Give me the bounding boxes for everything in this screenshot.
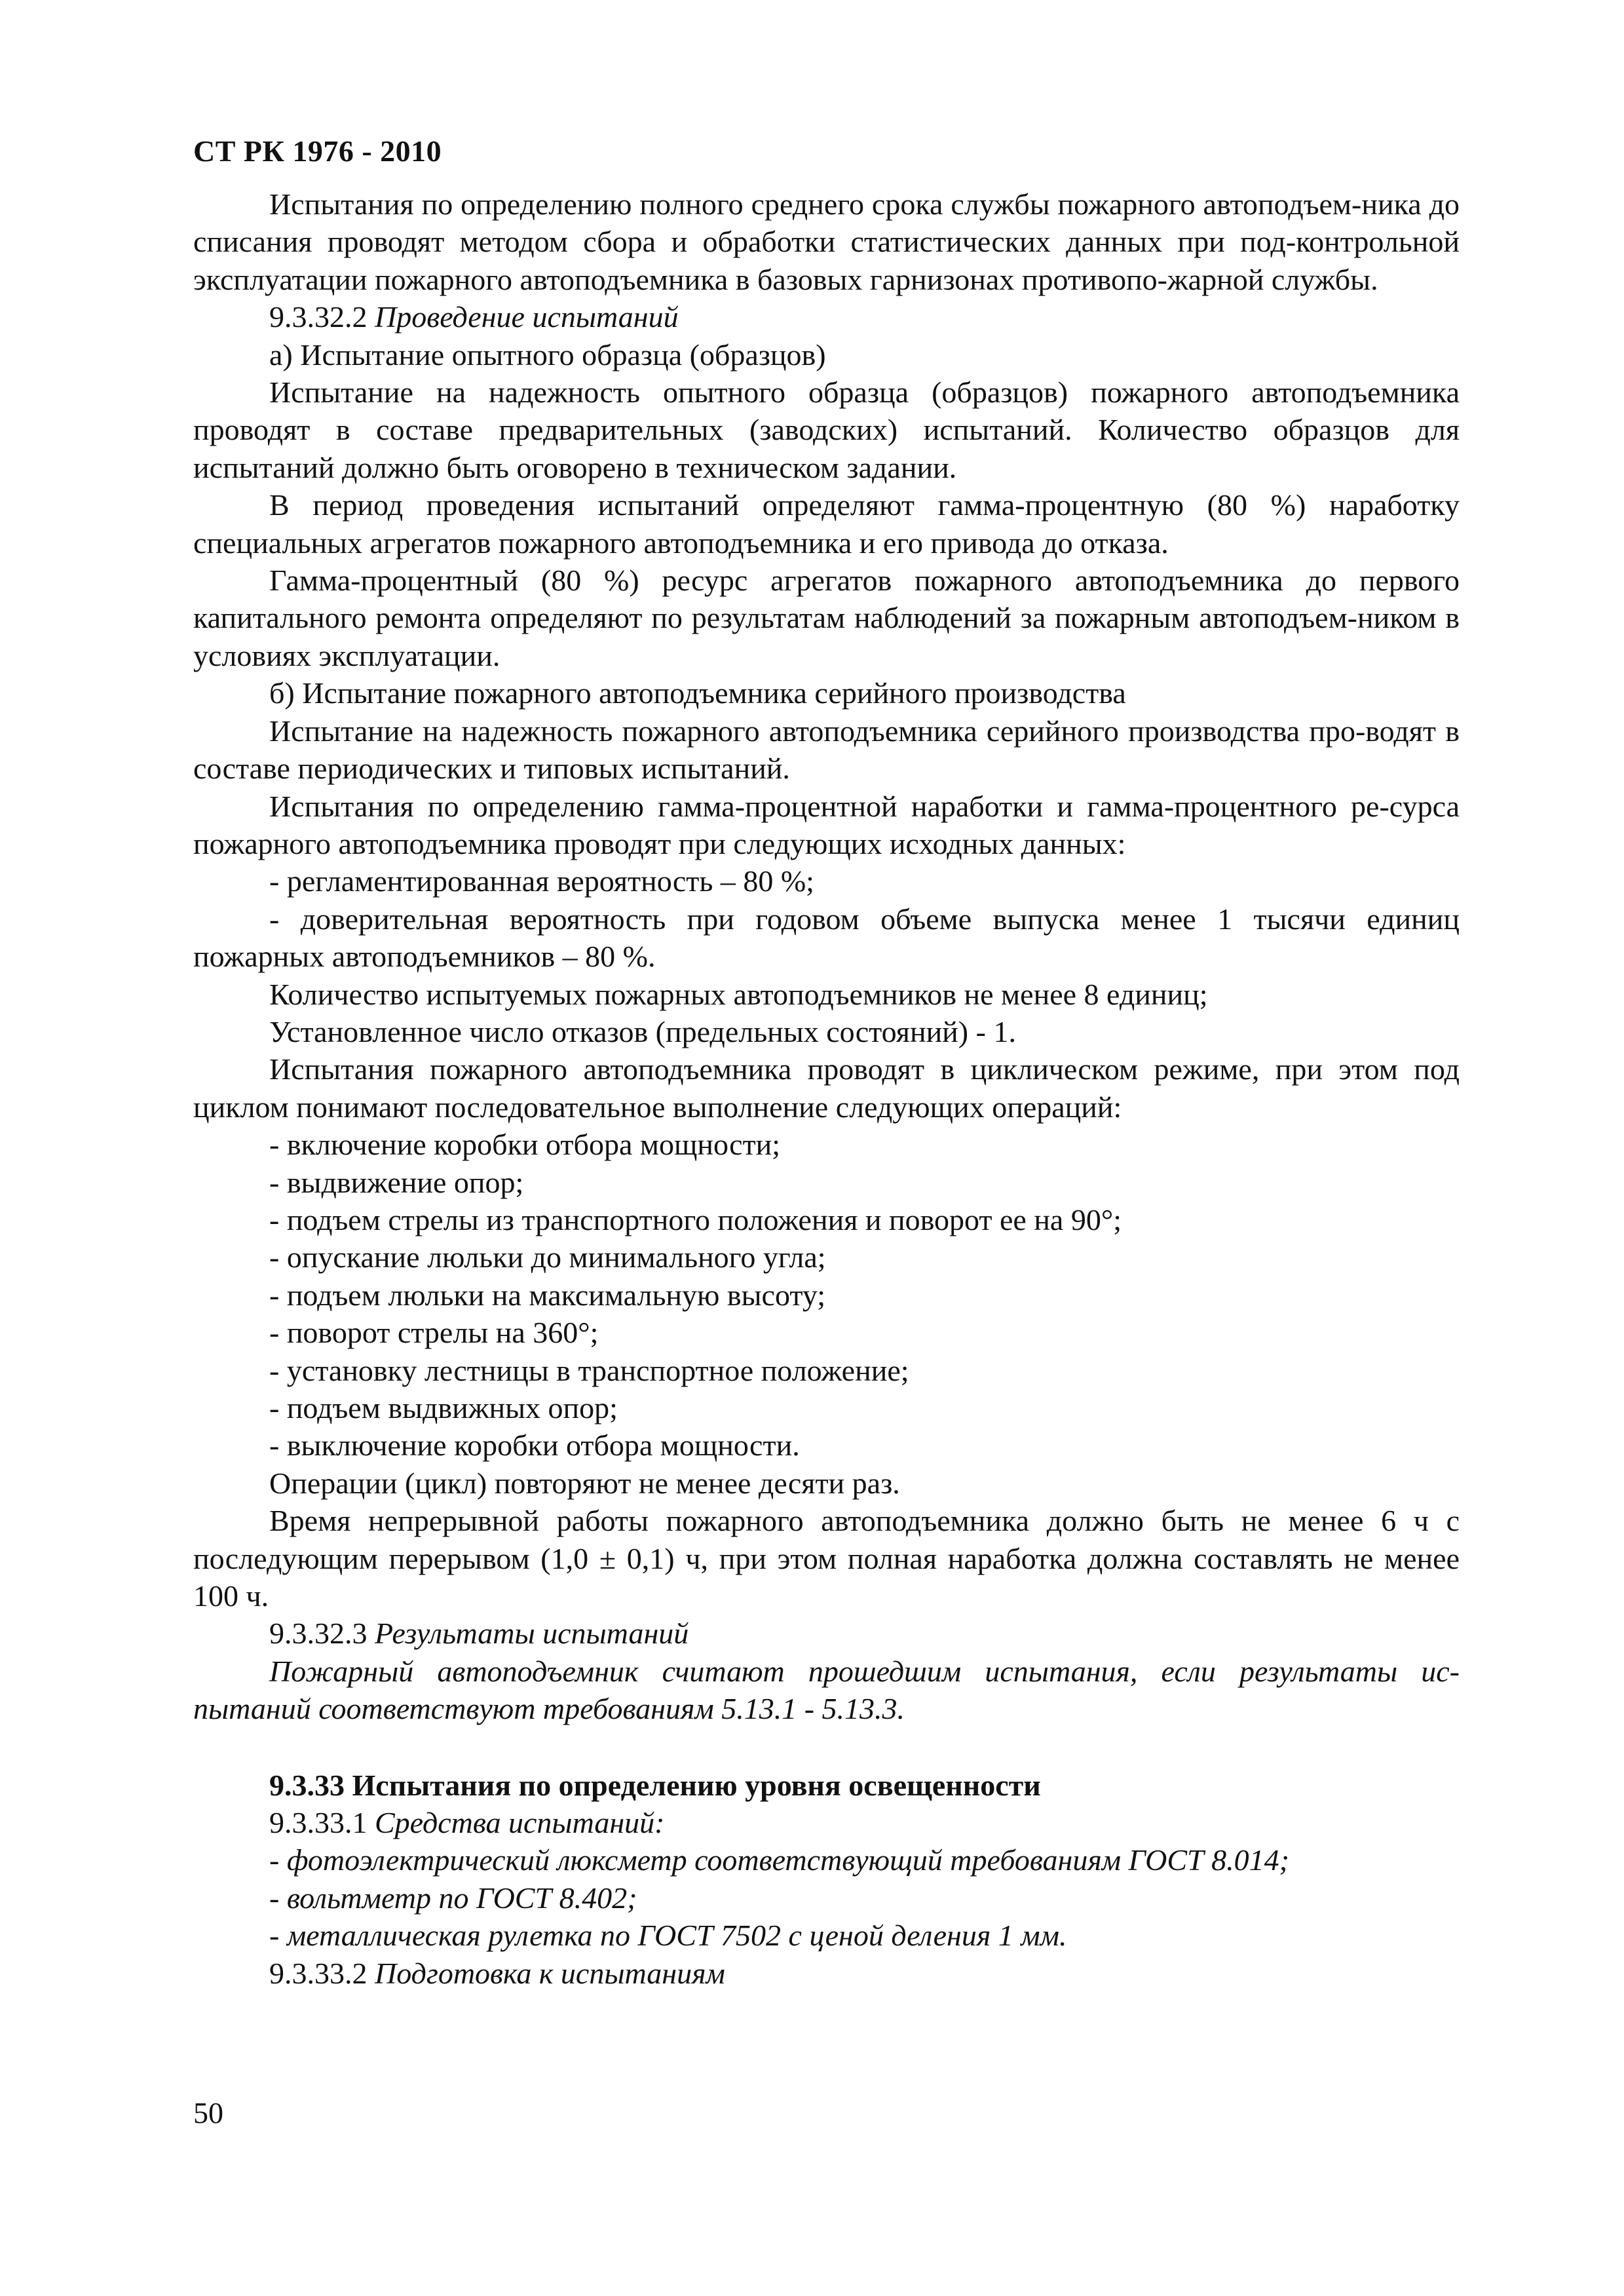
list-item: - металлическая рулетка по ГОСТ 7502 с ценой деления 1 мм. <box>269 1919 1067 1953</box>
clause-title: Проведение испытаний <box>375 300 679 334</box>
page-number: 50 <box>193 2096 223 2130</box>
clause-number: 9.3.32.2 <box>269 300 368 334</box>
list-item: - подъем люльки на максимальную высоту; <box>269 1278 826 1312</box>
result-paragraph: Пожарный автоподъемник считают прошедшим испытания, если результаты ис-пытаний соответствуют требованиям 5.13.1 - 5.13.3. <box>193 1654 1460 1726</box>
subsection-title <box>193 1615 1460 1652</box>
paragraph: Испытания по определению гамма-процентной наработки и гамма-процентного ре-сурса пожарного автоподъемника проводят при следующих исходных данных: <box>193 789 1460 860</box>
list-item: - выдвижение опор; <box>269 1165 524 1199</box>
subsection-title <box>193 298 1460 335</box>
paragraph: Гамма-процентный (80 %) ресурс агрегатов пожарного автоподъемника до первого капитального ремонта определяют по результатам наблюдений за пожарным автоподъем-ником в условиях эксплуатации. <box>193 564 1460 672</box>
section-gap <box>193 1728 1460 1767</box>
paragraph: Операции (цикл) повторяют не менее десяти раз. <box>269 1466 900 1500</box>
standard-code-header: СТ РК 1976 - 2010 <box>193 134 442 168</box>
list-item: - включение коробки отбора мощности; <box>269 1128 781 1162</box>
list-item: - опускание люльки до минимального угла; <box>269 1240 826 1274</box>
clause-title: Средства испытаний: <box>375 1806 665 1840</box>
paragraph: Установленное число отказов (предельных состояний) - 1. <box>269 1014 1016 1048</box>
clause-number: 9.3.33.1 <box>269 1806 368 1840</box>
paragraph: Время непрерывной работы пожарного автоподъемника должно быть не менее 6 ч с последующим перерывом (1,0 ± 0,1) ч, при этом полная наработка должна составлять не менее 100 ч. <box>193 1504 1460 1613</box>
list-item: - вольтметр по ГОСТ 8.402; <box>269 1881 637 1915</box>
clause-number: 9.3.33.2 <box>269 1956 368 1990</box>
paragraph: б) Испытание пожарного автоподъемника серийного производства <box>269 676 1126 710</box>
subsection-title <box>193 1804 1460 1841</box>
paragraph: Испытание на надежность пожарного автоподъемника серийного производства про-водят в составе периодических и типовых испытаний. <box>193 714 1460 786</box>
list-item: - поворот стрелы на 360°; <box>269 1316 599 1350</box>
paragraph: Испытания пожарного автоподъемника проводят в циклическом режиме, при этом под циклом понимают последовательное выполнение следующих операций: <box>193 1052 1460 1124</box>
list-item: - подъем выдвижных опор; <box>269 1391 618 1425</box>
paragraph: В период проведения испытаний определяют гамма-процентную (80 %) наработку специальных агрегатов пожарного автоподъемника и его привода до отказа. <box>193 488 1460 560</box>
paragraph: а) Испытание опытного образца (образцов) <box>269 337 826 372</box>
list-item: - подъем стрелы из транспортного положения и поворот ее на 90°; <box>269 1202 1122 1236</box>
list-item: - фотоэлектрический люксметр соответствующий требованиям ГОСТ 8.014; <box>269 1843 1289 1877</box>
clause-number: 9.3.32.3 <box>269 1617 368 1651</box>
clause-title: Подготовка к испытаниям <box>375 1956 725 1990</box>
document-body <box>193 185 1460 1992</box>
list-item: - доверительная вероятность при годовом объеме выпуска менее 1 тысячи единиц пожарных автоподъемников – 80 %. <box>193 902 1460 974</box>
list-item: - установку лестницы в транспортное положение; <box>269 1353 909 1387</box>
clause-title: Результаты испытаний <box>375 1617 689 1651</box>
section-heading: 9.3.33 Испытания по определению уровня освещенности <box>269 1768 1041 1802</box>
paragraph: Количество испытуемых пожарных автоподъемников не менее 8 единиц; <box>269 977 1208 1011</box>
subsection-title <box>193 1955 1460 1992</box>
list-item: - выключение коробки отбора мощности. <box>269 1428 800 1463</box>
list-item: - регламентированная вероятность – 80 %; <box>269 864 814 898</box>
paragraph: Испытание на надежность опытного образца (образцов) пожарного автоподъемника проводят в составе предварительных (заводских) испытаний. Количество образцов для испытаний должно быть оговорено в техническом задании. <box>193 375 1460 484</box>
paragraph: Испытания по определению полного среднего срока службы пожарного автоподъем-ника до списания проводят методом сбора и обработки статистических данных при под-контрольной эксплуатации пожарного автоподъемника в базовых гарнизонах противопо-жарной службы. <box>193 187 1460 296</box>
